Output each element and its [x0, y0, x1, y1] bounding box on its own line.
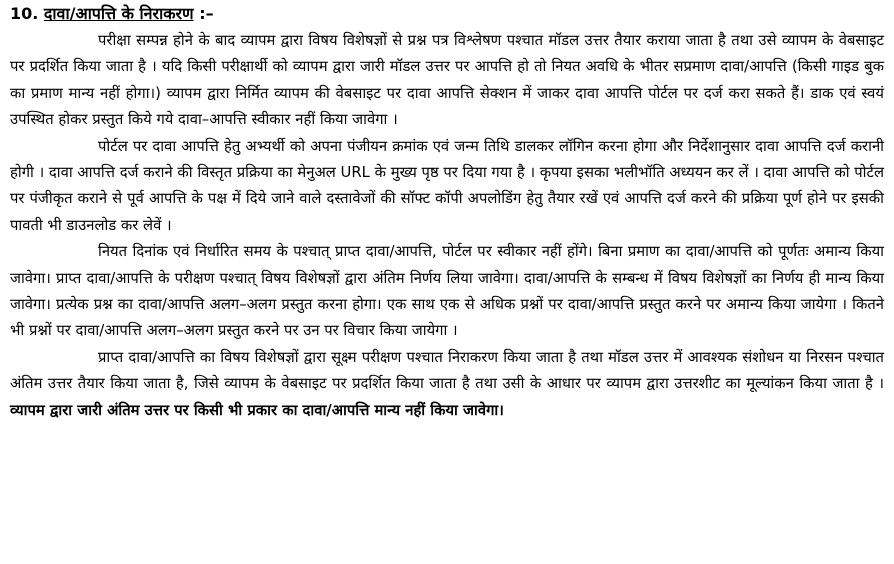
- paragraph-final-resolution: [10, 345, 884, 424]
- section-title-suffix: :–: [193, 4, 214, 23]
- section-number: 10.: [10, 4, 39, 23]
- paragraph-portal-login: पोर्टल पर दावा आपत्ति हेतु अभ्यर्थी को अपना पंजीयन क्रमांक एवं जन्म तिथि डालकर लॉगिन करना होगा और निर्देशानुसार दावा आपत्ति दर्ज करानी होगी । दावा आपत्ति दर्ज कराने की विस्तृत प्रक्रिया का मेनुअल URL के मुख्य पृष्ठ पर दिया गया है । कृपया इसका भलीभॉति अध्ययन कर लें । दावा आपत्ति को पोर्टल पर पंजीकृत कराने से पूर्व आपत्ति के पक्ष में दिये जाने वाले दस्तावेजों की सॉफ्ट कॉपी अपलोडिंग हेतु तैयार रखें एवं आपत्ति दर्ज करने की प्रक्रिया पूर्ण होने पर इसकी पावती भी डाउनलोड कर लेवें ।: [10, 137, 884, 234]
- final-resolution-text: प्राप्त दावा/आपत्ति का विषय विशेषज्ञों द्वारा सूक्ष्म परीक्षण पश्चात निराकरण किया जाता है तथा मॉडल उत्तर में आवश्यक संशोधन या निरसन पश्चात अंतिम उत्तर तैयार किया जाता है, जिसे व्यापम के वेबसाइट पर प्रदर्शित किया जाता है तथा उसी के आधार पर व्यापम द्वारा उत्तरशीट का मूल्यांकन किया जाता है ।: [10, 348, 884, 393]
- section-heading: [10, 2, 884, 26]
- paragraph-model-answer: परीक्षा सम्पन्न होने के बाद व्यापम द्वारा विषय विशेषज्ञों से प्रश्न पत्र विश्लेषण पश्चात मॉडल उत्तर तैयार कराया जाता है तथा उसे व्यापम के वेबसाइट पर प्रदर्शित किया जाता है । यदि किसी परीक्षार्थी को व्यापम द्वारा जारी मॉडल उत्तर पर आपत्ति हो तो नियत अवधि के भीतर सप्रमाण दावा/आपत्ति (किसी गाइड बुक का प्रमाण मान्य नहीं होगा।) व्यापम द्वारा निर्मित व्यापम की वेबसाइट पर दावा आपत्ति सेक्शन में जाकर दावा आपत्ति पोर्टल पर दर्ज करा सकते हैं। डाक एवं स्वयं उपस्थित होकर प्रस्तुत किये गये दावा–आपत्ति स्वीकार नहीं किया जावेगा ।: [10, 32, 884, 129]
- section-title: दावा/आपत्ति के निराकरण: [43, 4, 194, 23]
- final-answer-notice: व्यापम द्वारा जारी अंतिम उत्तर पर किसी भी प्रकार का दावा/आपत्ति मान्य नहीं किया जावेगा।: [10, 401, 504, 419]
- paragraph-deadline-rules: नियत दिनांक एवं निर्धारित समय के पश्चात् प्राप्त दावा/आपत्ति, पोर्टल पर स्वीकार नहीं होंगे। बिना प्रमाण का दावा/आपत्ति को पूर्णतः अमान्य किया जावेगा। प्राप्त दावा/आपत्ति के परीक्षण पश्चात् विषय विशेषज्ञों द्वारा अंतिम निर्णय लिया जावेगा। दावा/आपत्ति के सम्बन्ध में विषय विशेषज्ञों का निर्णय ही मान्य किया जावेगा। प्रत्येक प्रश्न का दावा/आपत्ति अलग–अलग प्रस्तुत करना होगा। एक साथ एक से अधिक प्रश्नों पर दावा/आपत्ति प्रस्तुत करने पर अमान्य किया जायेगा । कितने भी प्रश्नों पर दावा/आपत्ति अलग–अलग प्रस्तुत करने पर उन पर विचार किया जायेगा ।: [10, 243, 884, 340]
